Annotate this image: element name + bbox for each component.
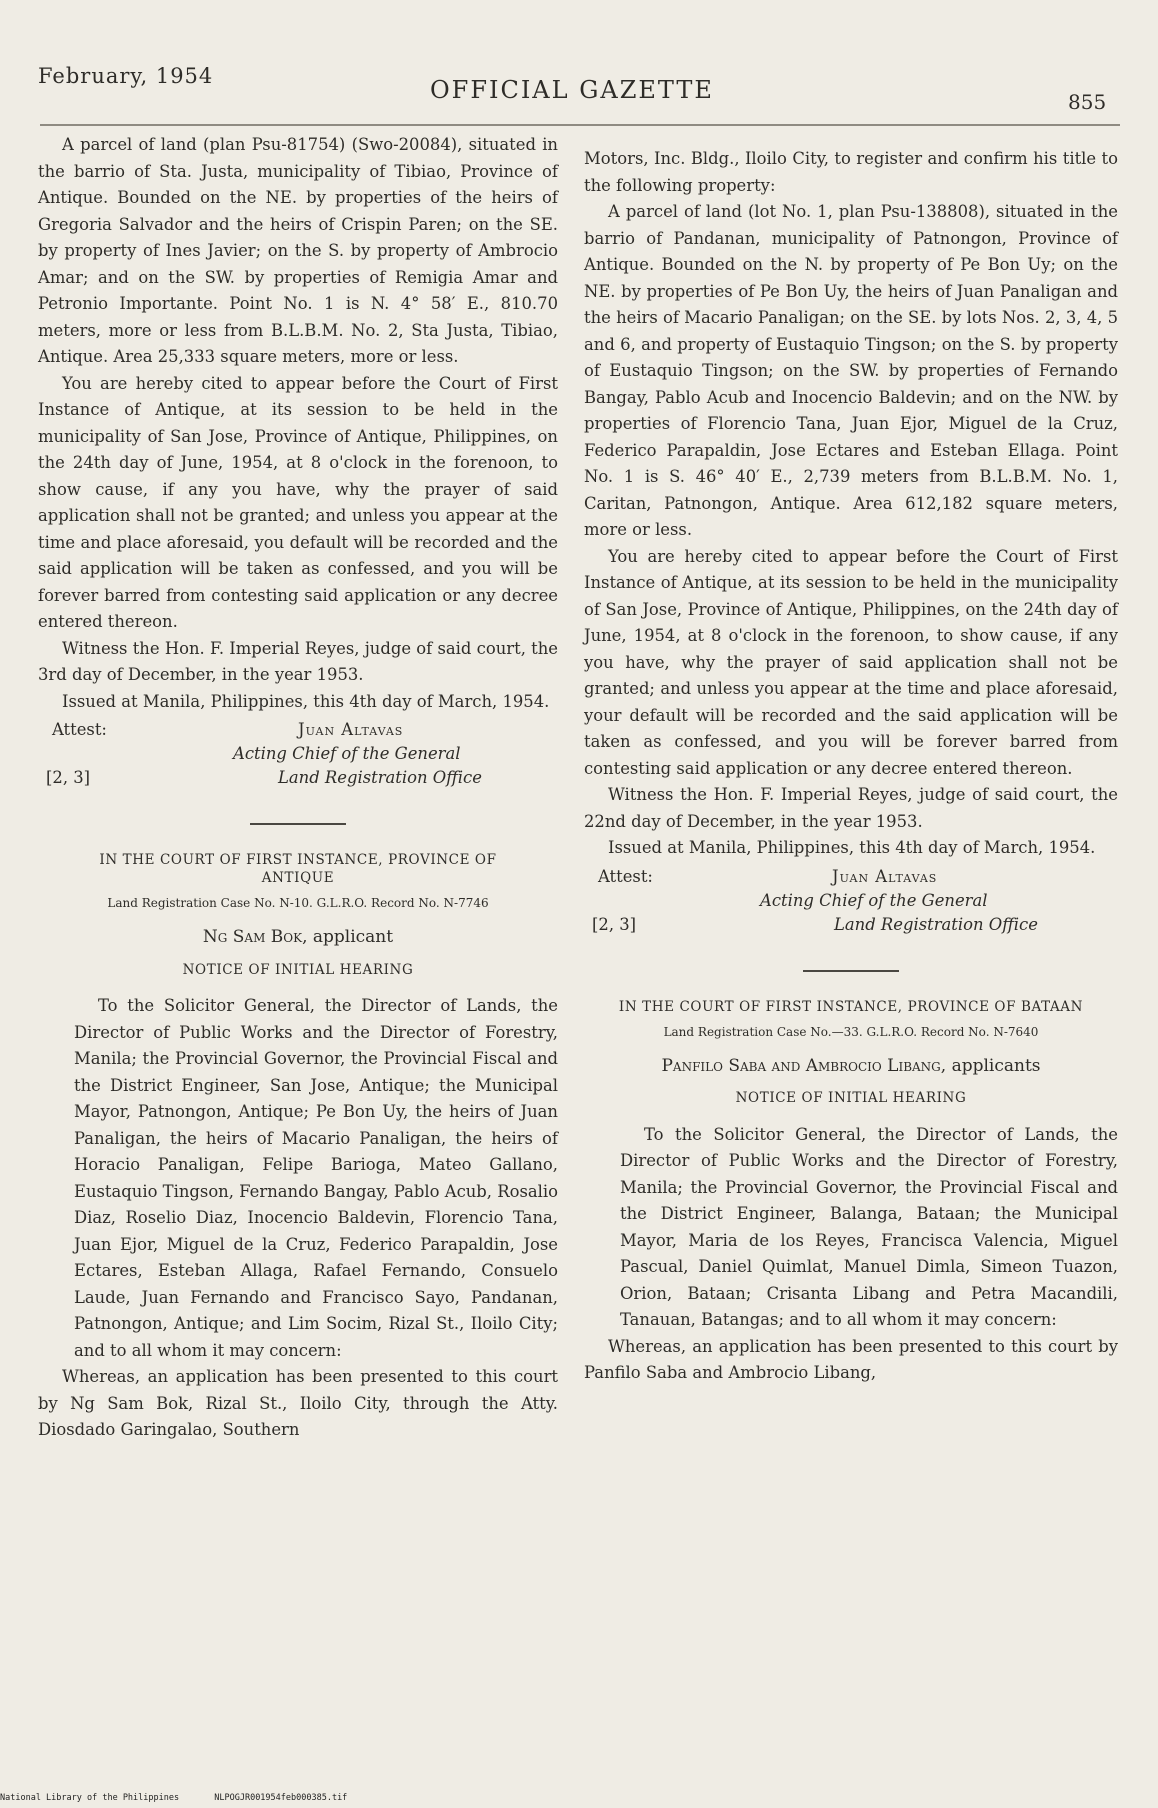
notice-heading: NOTICE OF INITIAL HEARING xyxy=(182,961,414,978)
attest-title-line2: Land Registration Office xyxy=(278,768,482,787)
case-number: Land Registration Case No.—33. G.L.R.O. Record No. N-7640 xyxy=(663,1024,1039,1039)
parcel-description: A parcel of land (plan Psu-81754) (Swo-20084), situated in the barrio of Sta. Justa, municipality of Tibiao, Province of Antique. Bounded on the NE. by properties of the heirs of Gregoria Salvador and the heirs of Crispin Paren; on the SE. by property of Ines Javier; on the S. by property of Ambrocio Amar; and on the SW. by properties of Remigia Amar and Petronio Importante. Point No. 1 is N. 4° 58′ E., 810.70 meters, more or less from B.L.B.M. No. 2, Sta Justa, Tibiao, Antique. Area 25,333 square meters, more or less. xyxy=(38,135,558,366)
attest-title-line1: Acting Chief of the General xyxy=(760,890,988,910)
header-date: February, 1954 xyxy=(38,64,214,88)
notice-heading: NOTICE OF INITIAL HEARING xyxy=(735,1090,967,1106)
addressees: To the Solicitor General, the Director of Lands, the Director of Public Works and the Director of Forestry, Manila; the Provincial Governor, the Provincial Fiscal and the District Engineer, Balanga, Bataan; the Municipal Mayor, Maria de los Reyes, Francisca Valencia, Miguel Pascual, Daniel Quimlat, Manuel Dimla, Simeon Tuazon, Orion, Bataan; Crisanta Libang and Petra Macandili, Tanauan, Batangas; and to all whom it may concern: xyxy=(620,1124,1118,1329)
whereas-paragraph: Whereas, an application has been presented to this court by Ng Sam Bok, Rizal St., Iloilo City, through the Atty. Diosdado Garingalao, Southern xyxy=(38,1367,558,1439)
publication-code: [2, 3] xyxy=(46,768,91,787)
case-number: Land Registration Case No. N-10. G.L.R.O. Record No. N-7746 xyxy=(107,896,489,910)
publication-code: [2, 3] xyxy=(592,914,637,934)
citation-paragraph: You are hereby cited to appear before the Court of First Instance of Antique, at its session to be held in the municipality of San Jose, Province of Antique, Philippines, on the 24th day of June, 1954, at 8 o'clock in the forenoon, to show cause, if any you have, why the prayer of said application shall not be granted; and unless you appear at the time and place aforesaid, you default will be recorded and the said application will be taken as confessed, and you will be forever barred from contesting said application or any decree entered thereon. xyxy=(38,373,558,631)
attest-label: Attest: xyxy=(598,866,653,886)
footer-library: National Library of the Philippines xyxy=(0,1793,180,1803)
attest-title-line2: Land Registration Office xyxy=(834,914,1038,934)
header-rule xyxy=(40,124,1120,126)
parcel-description: A parcel of land (lot No. 1, plan Psu-138808), situated in the barrio of Pandanan, municipality of Patnongon, Province of Antique. Bounded on the N. by property of Pe Bon Uy; on the NE. by properties of Pe Bon Uy, the heirs of Juan Panaligan and the heirs of Macario Panaligan; on the SE. by lots Nos. 2, 3, 4, 5 and 6, and property of Eustaquio Tingson; on the S. by property of Eustaquio Tingson; on the SW. by properties of Fernando Bangay, Pablo Acub and Inocencio Baldevin; and on the NW. by properties of Florencio Tana, Juan Ejor, Miguel de la Cruz, Federico Parapaldin, Jose Ectares and Esteban Ellaga. Point No. 1 is S. 46° 40′ E., 2,739 meters from B.L.B.M. No. 1, Caritan, Patnongon, Antique. Area 612,182 square meters, more or less. xyxy=(584,202,1118,539)
header-title: OFFICIAL GAZETTE xyxy=(430,76,714,104)
attest-block xyxy=(38,717,558,801)
applicants-suffix: , applicants xyxy=(940,1055,1041,1076)
applicant-line xyxy=(38,924,558,951)
court-heading: IN THE COURT OF FIRST INSTANCE, PROVINCE OF ANTIQUE xyxy=(99,852,497,886)
addressees: To the Solicitor General, the Director of Lands, the Director of Public Works and the Director of Forestry, Manila; the Provincial Governor, the Provincial Fiscal and the District Engineer, San Jose, Antique; the Municipal Mayor, Patnongon, Antique; Pe Bon Uy, the heirs of Juan Panaligan, the heirs of Macario Panaligan, the heirs of Horacio Panaligan, Felipe Barioga, Mateo Gallano, Eustaquio Tingson, Fernando Bangay, Pablo Acub, Rosalio Diaz, Roselio Diaz, Inocencio Baldevin, Florencio Tana, Juan Ejor, Miguel de la Cruz, Federico Parapaldin, Jose Ectares, Esteban Allaga, Rafael Fernando, Consuelo Laude, Juan Fernando and Francisco Sayo, Pandanan, Patnongon, Antique; and Lim Socim, Rizal St., Iloilo City; and to all whom it may concern: xyxy=(74,996,558,1360)
attest-signatory: Juan Altavas xyxy=(832,866,938,886)
court-heading: IN THE COURT OF FIRST INSTANCE, PROVINCE OF BATAAN xyxy=(618,998,1084,1015)
section-divider xyxy=(250,823,346,825)
applicants-names: Panfilo Saba and Ambrocio Libang xyxy=(661,1055,941,1076)
applicant-suffix: , applicant xyxy=(302,927,394,947)
applicant-name: Ng Sam Bok xyxy=(202,927,303,947)
left-column xyxy=(38,132,558,1444)
page-number: 855 xyxy=(1068,90,1107,114)
right-column xyxy=(584,146,1118,1387)
attest-title-line1: Acting Chief of the General xyxy=(233,744,461,763)
attest-signatory: Juan Altavas xyxy=(298,720,404,739)
witness-paragraph: Witness the Hon. F. Imperial Reyes, judge of said court, the 3rd day of December, in the year 1953. xyxy=(38,638,558,684)
issued-paragraph: Issued at Manila, Philippines, this 4th day of March, 1954. xyxy=(62,691,550,711)
whereas-paragraph: Whereas, an application has been presented to this court by Panfilo Saba and Ambrocio Libang, xyxy=(584,1336,1118,1382)
citation-paragraph: You are hereby cited to appear before the Court of First Instance of Antique, at its session to be held in the municipality of San Jose, Province of Antique, Philippines, on the 24th day of June, 1954, at 8 o'clock in the forenoon, to show cause, if any you have, why the prayer of said application shall not be granted; and unless you appear at the time and place aforesaid, your default will be recorded and the said application will be taken as confessed, and you will be forever barred from contesting said application or any decree entered thereon. xyxy=(584,546,1118,778)
continuation-paragraph: Motors, Inc. Bldg., Iloilo City, to register and confirm his title to the following property: xyxy=(584,149,1118,195)
issued-paragraph: Issued at Manila, Philippines, this 4th day of March, 1954. xyxy=(608,838,1096,857)
witness-paragraph: Witness the Hon. F. Imperial Reyes, judge of said court, the 22nd day of December, in the year 1953. xyxy=(584,785,1118,831)
applicants-line xyxy=(584,1053,1118,1080)
section-divider xyxy=(803,970,899,972)
footer-filename: NLPOGJR001954feb000385.tif xyxy=(214,1793,348,1803)
attest-block xyxy=(584,864,1118,948)
scan-footer xyxy=(0,1793,377,1803)
attest-label: Attest: xyxy=(52,720,107,739)
